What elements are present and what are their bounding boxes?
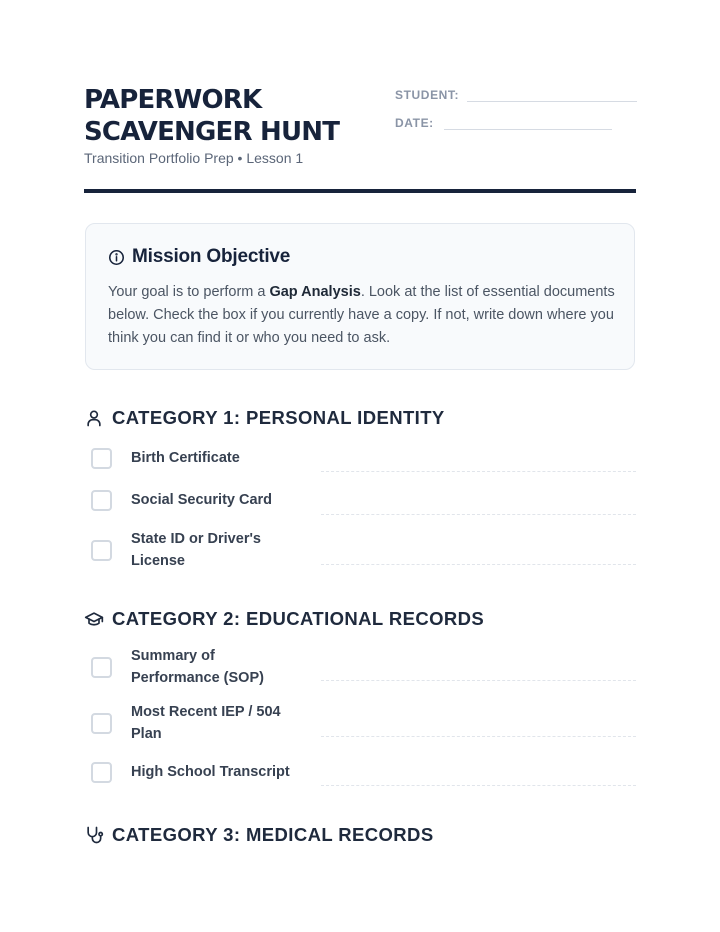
sop-answer-line[interactable]: [321, 680, 636, 681]
graduation-cap-icon: [84, 609, 104, 629]
header-divider: [84, 189, 636, 193]
category-3-heading: [84, 824, 434, 846]
transcript-answer-line[interactable]: [321, 785, 636, 786]
objective-text-bold: Gap Analysis: [269, 284, 361, 300]
objective-text: [108, 281, 618, 350]
title-line-1: PAPERWORK: [84, 85, 262, 115]
student-name-line[interactable]: [467, 88, 637, 102]
birth-certificate-checkbox[interactable]: [91, 448, 112, 469]
page-title: [84, 84, 384, 148]
birth-certificate-answer-line[interactable]: [321, 471, 636, 472]
objective-header: [108, 246, 290, 268]
stethoscope-icon: [84, 825, 104, 845]
category-1-title: CATEGORY 1: PERSONAL IDENTITY: [112, 407, 445, 428]
objective-text-end: . Look at the list of essential documents below. Check the box if you currently have a copy. If not, write down where you think you can find it or who you need to ask.: [108, 284, 615, 346]
item-label: Birth Certificate: [131, 450, 240, 466]
student-label: STUDENT:: [395, 88, 460, 102]
item-label: High School Transcript: [131, 764, 290, 780]
state-id-answer-line[interactable]: [321, 564, 636, 565]
category-2-title: CATEGORY 2: EDUCATIONAL RECORDS: [112, 608, 485, 629]
category-1-heading: [84, 407, 445, 429]
item-label: Summary of Performance (SOP): [131, 648, 264, 686]
title-line-2: SCAVENGER HUNT: [84, 117, 340, 147]
item-label: State ID or Driver's License: [131, 531, 261, 569]
transcript-checkbox[interactable]: [91, 762, 112, 783]
social-security-card-checkbox[interactable]: [91, 490, 112, 511]
date-line[interactable]: [444, 116, 612, 130]
state-id-checkbox[interactable]: [91, 540, 112, 561]
mission-objective-box: [85, 223, 635, 370]
social-security-card-answer-line[interactable]: [321, 514, 636, 515]
item-label: Social Security Card: [131, 492, 273, 508]
user-icon: [84, 408, 104, 428]
date-field: [395, 116, 612, 130]
page-subtitle: Transition Portfolio Prep • Lesson 1: [84, 150, 304, 166]
objective-text-start: Your goal is to perform a: [108, 284, 270, 300]
info-icon: [108, 249, 125, 266]
objective-title: Mission Objective: [132, 246, 291, 267]
iep-504-checkbox[interactable]: [91, 713, 112, 734]
date-label: DATE:: [395, 116, 434, 130]
student-field: [395, 88, 637, 102]
iep-504-answer-line[interactable]: [321, 736, 636, 737]
category-2-heading: [84, 608, 484, 630]
sop-checkbox[interactable]: [91, 657, 112, 678]
category-3-title: CATEGORY 3: MEDICAL RECORDS: [112, 824, 434, 845]
item-label: Most Recent IEP / 504 Plan: [131, 704, 281, 742]
